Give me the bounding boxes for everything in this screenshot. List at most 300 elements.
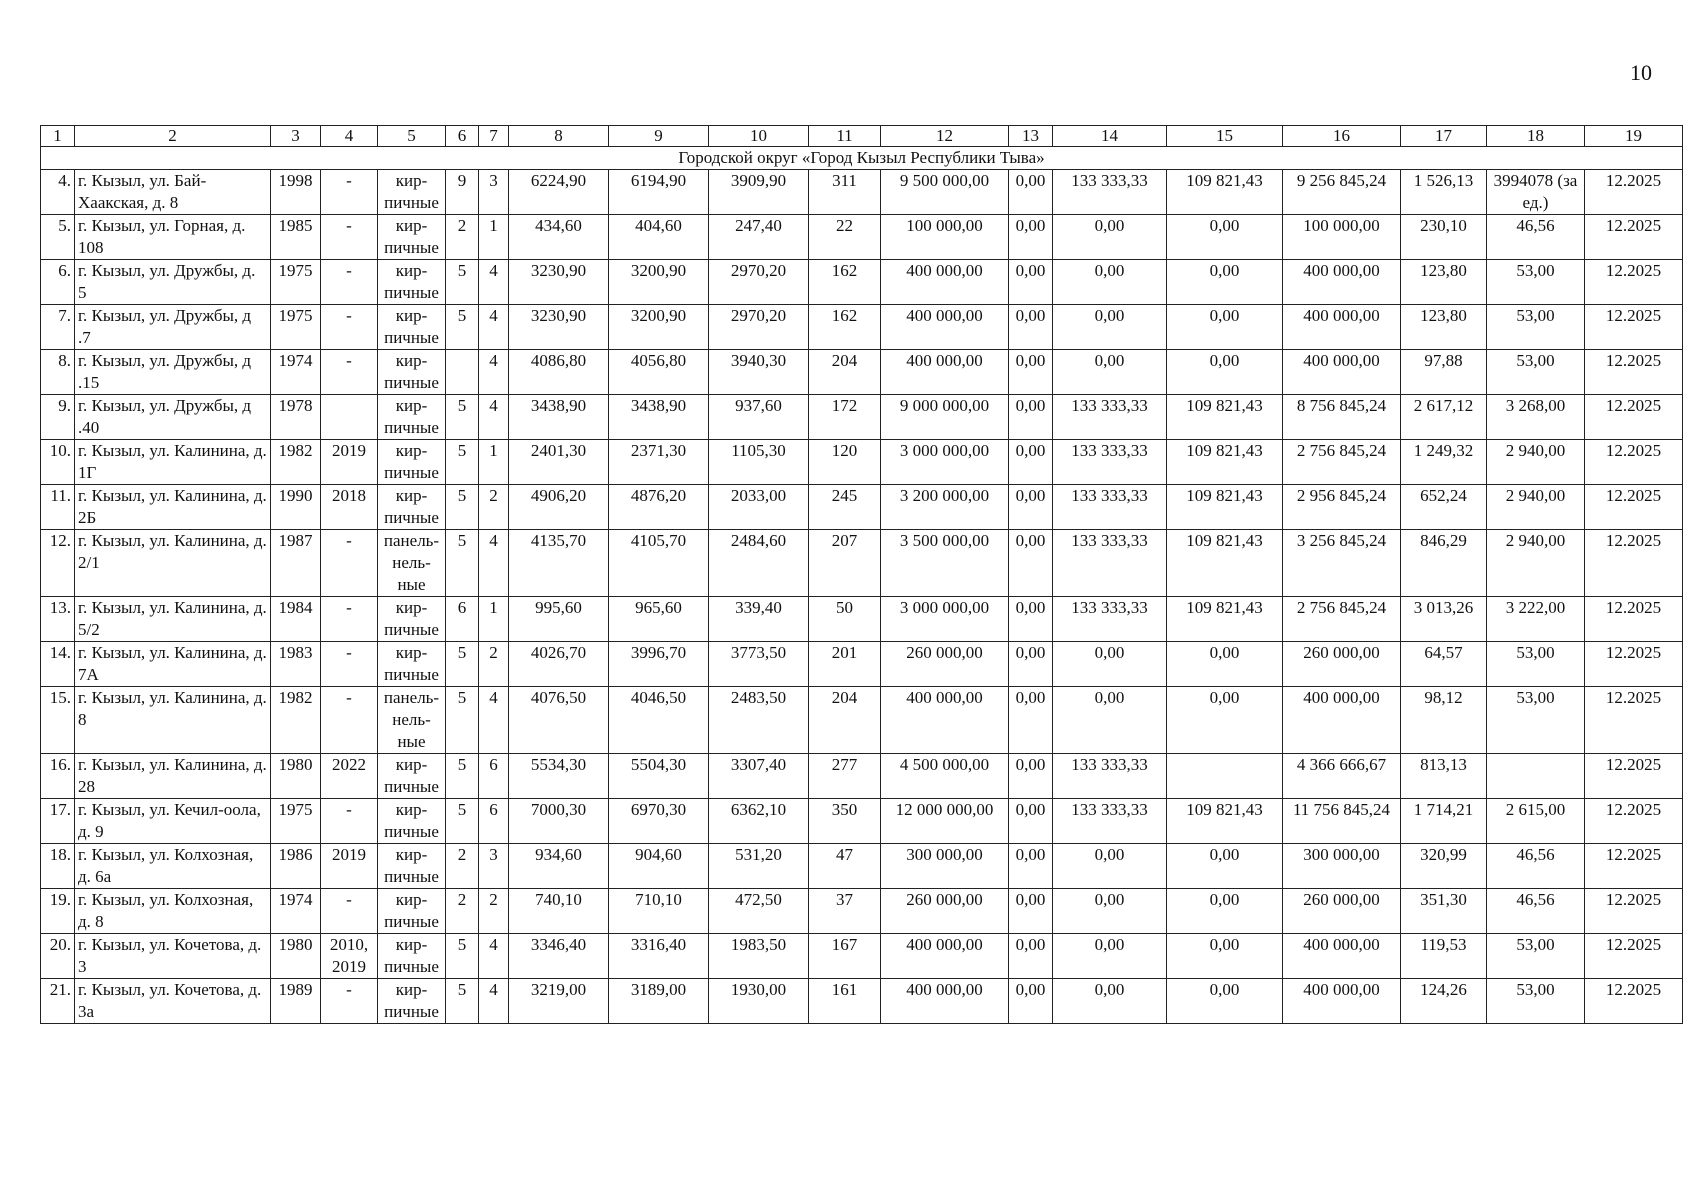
- table-cell-col-12: 100 000,00: [881, 215, 1009, 260]
- table-cell-col-9: 6970,30: [609, 799, 709, 844]
- column-number-cell: 14: [1053, 126, 1167, 147]
- table-cell-col-17: 652,24: [1401, 485, 1487, 530]
- table-cell-col-11: 162: [809, 305, 881, 350]
- table-cell-col-11: 350: [809, 799, 881, 844]
- table-cell-col-17: 64,57: [1401, 642, 1487, 687]
- table-cell-col-10: 2033,00: [709, 485, 809, 530]
- table-cell-col-4: -: [321, 215, 378, 260]
- table-cell-col-11: 162: [809, 260, 881, 305]
- table-cell-col-14: 0,00: [1053, 305, 1167, 350]
- table-cell-col-12: 4 500 000,00: [881, 754, 1009, 799]
- table-cell-col-19: 12.2025: [1585, 395, 1683, 440]
- table-cell-col-9: 3438,90: [609, 395, 709, 440]
- table-cell-col-7: 2: [479, 485, 509, 530]
- table-cell-col-2: г. Кызыл, ул. Кочетова, д. 3а: [75, 979, 271, 1024]
- table-cell-col-16: 2 756 845,24: [1283, 597, 1401, 642]
- table-cell-col-19: 12.2025: [1585, 485, 1683, 530]
- table-cell-col-11: 120: [809, 440, 881, 485]
- table-cell-col-14: 0,00: [1053, 642, 1167, 687]
- table-cell-col-14: 133 333,33: [1053, 597, 1167, 642]
- table-cell-col-8: 4086,80: [509, 350, 609, 395]
- table-cell-col-19: 12.2025: [1585, 642, 1683, 687]
- table-cell-col-16: 9 256 845,24: [1283, 170, 1401, 215]
- table-cell-col-19: 12.2025: [1585, 799, 1683, 844]
- table-cell-col-17: 1 249,32: [1401, 440, 1487, 485]
- table-cell-col-16: 260 000,00: [1283, 642, 1401, 687]
- table-row: [41, 485, 1683, 530]
- table-cell-col-15: 0,00: [1167, 844, 1283, 889]
- table-cell-col-1: 20.: [41, 934, 75, 979]
- table-cell-col-13: 0,00: [1009, 485, 1053, 530]
- table-cell-col-19: 12.2025: [1585, 889, 1683, 934]
- table-cell-col-8: 4906,20: [509, 485, 609, 530]
- table-cell-col-4: -: [321, 350, 378, 395]
- table-cell-col-13: 0,00: [1009, 530, 1053, 597]
- table-cell-col-10: 1930,00: [709, 979, 809, 1024]
- table-cell-col-12: 260 000,00: [881, 642, 1009, 687]
- table-cell-col-11: 22: [809, 215, 881, 260]
- table-cell-col-8: 434,60: [509, 215, 609, 260]
- table-cell-col-15: 109 821,43: [1167, 395, 1283, 440]
- table-cell-col-13: 0,00: [1009, 350, 1053, 395]
- table-cell-col-14: 133 333,33: [1053, 170, 1167, 215]
- column-number-cell: 9: [609, 126, 709, 147]
- table-row: [41, 305, 1683, 350]
- column-number-cell: 15: [1167, 126, 1283, 147]
- table-cell-col-10: 3909,90: [709, 170, 809, 215]
- table-cell-col-15: 0,00: [1167, 889, 1283, 934]
- table-cell-col-1: 13.: [41, 597, 75, 642]
- table-cell-col-5: панель-нель-ные: [378, 687, 446, 754]
- table-cell-col-3: 1978: [271, 395, 321, 440]
- table-row: [41, 440, 1683, 485]
- section-title: Городской округ «Город Кызыл Республики Тыва»: [41, 147, 1683, 170]
- table-cell-col-7: 4: [479, 395, 509, 440]
- table-cell-col-9: 3316,40: [609, 934, 709, 979]
- table-cell-col-1: 4.: [41, 170, 75, 215]
- table-cell-col-6: 6: [446, 597, 479, 642]
- table-cell-col-1: 7.: [41, 305, 75, 350]
- table-cell-col-16: 400 000,00: [1283, 687, 1401, 754]
- table-cell-col-10: 2483,50: [709, 687, 809, 754]
- table-cell-col-7: 2: [479, 642, 509, 687]
- table-cell-col-18: 46,56: [1487, 215, 1585, 260]
- table-cell-col-6: 2: [446, 844, 479, 889]
- table-cell-col-16: 8 756 845,24: [1283, 395, 1401, 440]
- table-cell-col-14: 133 333,33: [1053, 799, 1167, 844]
- table-cell-col-17: 2 617,12: [1401, 395, 1487, 440]
- table-cell-col-7: 4: [479, 260, 509, 305]
- table-cell-col-9: 710,10: [609, 889, 709, 934]
- table-cell-col-3: 1982: [271, 440, 321, 485]
- table-cell-col-3: 1974: [271, 889, 321, 934]
- table-cell-col-6: 2: [446, 215, 479, 260]
- table-cell-col-17: 98,12: [1401, 687, 1487, 754]
- table-cell-col-3: 1975: [271, 260, 321, 305]
- table-cell-col-9: 4056,80: [609, 350, 709, 395]
- table-cell-col-4: -: [321, 170, 378, 215]
- table-cell-col-13: 0,00: [1009, 305, 1053, 350]
- table-row: [41, 260, 1683, 305]
- table-cell-col-12: 260 000,00: [881, 889, 1009, 934]
- table-cell-col-17: 3 013,26: [1401, 597, 1487, 642]
- table-cell-col-11: 277: [809, 754, 881, 799]
- table-cell-col-15: 0,00: [1167, 305, 1283, 350]
- table-cell-col-10: 247,40: [709, 215, 809, 260]
- table-cell-col-18: [1487, 754, 1585, 799]
- table-cell-col-16: 400 000,00: [1283, 350, 1401, 395]
- column-number-cell: 17: [1401, 126, 1487, 147]
- table-cell-col-5: кир-пичные: [378, 260, 446, 305]
- table-cell-col-1: 15.: [41, 687, 75, 754]
- table-cell-col-2: г. Кызыл, ул. Калинина, д. 8: [75, 687, 271, 754]
- table-cell-col-8: 740,10: [509, 889, 609, 934]
- table-cell-col-6: [446, 350, 479, 395]
- table-cell-col-11: 37: [809, 889, 881, 934]
- table-cell-col-19: 12.2025: [1585, 530, 1683, 597]
- table-cell-col-16: 4 366 666,67: [1283, 754, 1401, 799]
- table-cell-col-14: 0,00: [1053, 979, 1167, 1024]
- table-cell-col-18: 2 615,00: [1487, 799, 1585, 844]
- table-row: [41, 350, 1683, 395]
- table-cell-col-1: 5.: [41, 215, 75, 260]
- table-cell-col-8: 3438,90: [509, 395, 609, 440]
- page-number: 10: [1630, 60, 1652, 85]
- table-cell-col-12: 12 000 000,00: [881, 799, 1009, 844]
- table-cell-col-1: 17.: [41, 799, 75, 844]
- table-row: [41, 799, 1683, 844]
- section-row: [41, 147, 1683, 170]
- table-cell-col-10: 2970,20: [709, 305, 809, 350]
- table-cell-col-12: 400 000,00: [881, 687, 1009, 754]
- table-cell-col-12: 3 200 000,00: [881, 485, 1009, 530]
- table-cell-col-2: г. Кызыл, ул. Дружбы, д .40: [75, 395, 271, 440]
- table-cell-col-6: 5: [446, 934, 479, 979]
- table-cell-col-16: 100 000,00: [1283, 215, 1401, 260]
- table-cell-col-9: 3189,00: [609, 979, 709, 1024]
- table-cell-col-17: 123,80: [1401, 260, 1487, 305]
- column-number-cell: 13: [1009, 126, 1053, 147]
- table-cell-col-2: г. Кызыл, ул. Дружбы, д .7: [75, 305, 271, 350]
- column-number-cell: 3: [271, 126, 321, 147]
- table-cell-col-15: 0,00: [1167, 350, 1283, 395]
- table-cell-col-1: 6.: [41, 260, 75, 305]
- table-cell-col-4: 2019: [321, 440, 378, 485]
- table-cell-col-13: 0,00: [1009, 934, 1053, 979]
- table-cell-col-19: 12.2025: [1585, 934, 1683, 979]
- table-cell-col-17: 813,13: [1401, 754, 1487, 799]
- table-cell-col-14: 133 333,33: [1053, 754, 1167, 799]
- table-cell-col-3: 1985: [271, 215, 321, 260]
- table-cell-col-8: 7000,30: [509, 799, 609, 844]
- table-cell-col-2: г. Кызыл, ул. Дружбы, д. 5: [75, 260, 271, 305]
- table-cell-col-2: г. Кызыл, ул. Кечил-оола, д. 9: [75, 799, 271, 844]
- table-cell-col-3: 1998: [271, 170, 321, 215]
- table-cell-col-15: 0,00: [1167, 934, 1283, 979]
- table-cell-col-17: 119,53: [1401, 934, 1487, 979]
- table-cell-col-6: 5: [446, 440, 479, 485]
- table-cell-col-3: 1987: [271, 530, 321, 597]
- column-number-cell: 16: [1283, 126, 1401, 147]
- table-cell-col-12: 9 500 000,00: [881, 170, 1009, 215]
- table-cell-col-15: 109 821,43: [1167, 440, 1283, 485]
- table-cell-col-3: 1974: [271, 350, 321, 395]
- table-row: [41, 395, 1683, 440]
- table-cell-col-16: 260 000,00: [1283, 889, 1401, 934]
- table-cell-col-2: г. Кызыл, ул. Калинина, д. 2Б: [75, 485, 271, 530]
- table-cell-col-4: [321, 395, 378, 440]
- table-cell-col-19: 12.2025: [1585, 440, 1683, 485]
- table-cell-col-14: 133 333,33: [1053, 395, 1167, 440]
- table-cell-col-16: 11 756 845,24: [1283, 799, 1401, 844]
- table-cell-col-1: 14.: [41, 642, 75, 687]
- table-cell-col-3: 1983: [271, 642, 321, 687]
- table-cell-col-11: 204: [809, 687, 881, 754]
- table-cell-col-16: 400 000,00: [1283, 934, 1401, 979]
- table-cell-col-14: 133 333,33: [1053, 530, 1167, 597]
- table-cell-col-5: кир-пичные: [378, 170, 446, 215]
- table-cell-col-19: 12.2025: [1585, 350, 1683, 395]
- table-cell-col-19: 12.2025: [1585, 260, 1683, 305]
- table-cell-col-4: -: [321, 305, 378, 350]
- column-number-cell: 19: [1585, 126, 1683, 147]
- table-cell-col-1: 8.: [41, 350, 75, 395]
- table-cell-col-3: 1980: [271, 754, 321, 799]
- table-cell-col-10: 531,20: [709, 844, 809, 889]
- table-cell-col-18: 3 268,00: [1487, 395, 1585, 440]
- table-cell-col-4: -: [321, 889, 378, 934]
- table-cell-col-1: 12.: [41, 530, 75, 597]
- table-cell-col-15: 0,00: [1167, 687, 1283, 754]
- table-cell-col-8: 3230,90: [509, 260, 609, 305]
- table-cell-col-17: 320,99: [1401, 844, 1487, 889]
- table-cell-col-5: кир-пичные: [378, 597, 446, 642]
- table-cell-col-3: 1984: [271, 597, 321, 642]
- table-cell-col-13: 0,00: [1009, 260, 1053, 305]
- table-cell-col-13: 0,00: [1009, 687, 1053, 754]
- column-number-cell: 12: [881, 126, 1009, 147]
- table-cell-col-4: -: [321, 260, 378, 305]
- table-cell-col-18: 53,00: [1487, 642, 1585, 687]
- table-cell-col-16: 300 000,00: [1283, 844, 1401, 889]
- table-cell-col-13: 0,00: [1009, 440, 1053, 485]
- table-cell-col-7: 1: [479, 440, 509, 485]
- table-cell-col-15: 109 821,43: [1167, 799, 1283, 844]
- table-cell-col-17: 97,88: [1401, 350, 1487, 395]
- table-cell-col-18: 2 940,00: [1487, 485, 1585, 530]
- table-cell-col-2: г. Кызыл, ул. Горная, д. 108: [75, 215, 271, 260]
- table-cell-col-6: 5: [446, 485, 479, 530]
- table-cell-col-12: 400 000,00: [881, 350, 1009, 395]
- table-cell-col-10: 937,60: [709, 395, 809, 440]
- table-cell-col-2: г. Кызыл, ул. Калинина, д. 1Г: [75, 440, 271, 485]
- table-cell-col-17: 123,80: [1401, 305, 1487, 350]
- table-cell-col-12: 3 000 000,00: [881, 440, 1009, 485]
- table-cell-col-14: 133 333,33: [1053, 485, 1167, 530]
- table-cell-col-3: 1975: [271, 305, 321, 350]
- table-cell-col-5: кир-пичные: [378, 305, 446, 350]
- table-cell-col-12: 400 000,00: [881, 260, 1009, 305]
- table-cell-col-8: 5534,30: [509, 754, 609, 799]
- table-cell-col-8: 2401,30: [509, 440, 609, 485]
- table-cell-col-9: 5504,30: [609, 754, 709, 799]
- table-cell-col-10: 1983,50: [709, 934, 809, 979]
- table-cell-col-13: 0,00: [1009, 642, 1053, 687]
- table-cell-col-13: 0,00: [1009, 395, 1053, 440]
- table-cell-col-15: [1167, 754, 1283, 799]
- table-cell-col-18: 2 940,00: [1487, 440, 1585, 485]
- table-cell-col-5: кир-пичные: [378, 350, 446, 395]
- table-cell-col-4: 2019: [321, 844, 378, 889]
- table-cell-col-4: -: [321, 642, 378, 687]
- table-cell-col-7: 1: [479, 597, 509, 642]
- table-cell-col-10: 339,40: [709, 597, 809, 642]
- table-cell-col-3: 1975: [271, 799, 321, 844]
- table-cell-col-15: 0,00: [1167, 215, 1283, 260]
- table-cell-col-2: г. Кызыл, ул. Калинина, д. 2/1: [75, 530, 271, 597]
- table-cell-col-5: кир-пичные: [378, 934, 446, 979]
- table-row: [41, 979, 1683, 1024]
- table-cell-col-2: г. Кызыл, ул. Бай-Хаакская, д. 8: [75, 170, 271, 215]
- table-cell-col-9: 6194,90: [609, 170, 709, 215]
- table-cell-col-5: кир-пичные: [378, 754, 446, 799]
- table-cell-col-5: панель-нель-ные: [378, 530, 446, 597]
- table-cell-col-13: 0,00: [1009, 754, 1053, 799]
- table-cell-col-2: г. Кызыл, ул. Калинина, д. 28: [75, 754, 271, 799]
- table-cell-col-4: -: [321, 979, 378, 1024]
- column-number-row: [41, 126, 1683, 147]
- table-cell-col-2: г. Кызыл, ул. Калинина, д. 7А: [75, 642, 271, 687]
- table-cell-col-7: 4: [479, 934, 509, 979]
- table-cell-col-12: 3 500 000,00: [881, 530, 1009, 597]
- table-cell-col-11: 245: [809, 485, 881, 530]
- table-cell-col-17: 1 526,13: [1401, 170, 1487, 215]
- table-cell-col-7: 3: [479, 170, 509, 215]
- table-cell-col-6: 2: [446, 889, 479, 934]
- table-cell-col-6: 5: [446, 395, 479, 440]
- table-cell-col-14: 0,00: [1053, 350, 1167, 395]
- table-cell-col-18: 3994078 (за ед.): [1487, 170, 1585, 215]
- column-number-cell: 10: [709, 126, 809, 147]
- table-row: [41, 642, 1683, 687]
- table-cell-col-8: 4076,50: [509, 687, 609, 754]
- table-cell-col-6: 5: [446, 799, 479, 844]
- column-number-cell: 5: [378, 126, 446, 147]
- table-cell-col-9: 4876,20: [609, 485, 709, 530]
- table-cell-col-5: кир-пичные: [378, 799, 446, 844]
- table-cell-col-7: 2: [479, 889, 509, 934]
- table-cell-col-11: 172: [809, 395, 881, 440]
- table-cell-col-3: 1986: [271, 844, 321, 889]
- housing-register-table: [40, 125, 1683, 1024]
- table-cell-col-9: 3996,70: [609, 642, 709, 687]
- table-cell-col-18: 46,56: [1487, 844, 1585, 889]
- table-cell-col-16: 2 756 845,24: [1283, 440, 1401, 485]
- table-cell-col-7: 4: [479, 979, 509, 1024]
- table-cell-col-9: 404,60: [609, 215, 709, 260]
- table-cell-col-16: 3 256 845,24: [1283, 530, 1401, 597]
- table-cell-col-10: 472,50: [709, 889, 809, 934]
- table-cell-col-7: 6: [479, 799, 509, 844]
- table-cell-col-6: 5: [446, 979, 479, 1024]
- table-cell-col-5: кир-пичные: [378, 440, 446, 485]
- table-cell-col-2: г. Кызыл, ул. Кочетова, д. 3: [75, 934, 271, 979]
- table-row: [41, 530, 1683, 597]
- table-cell-col-12: 9 000 000,00: [881, 395, 1009, 440]
- table-cell-col-16: 400 000,00: [1283, 260, 1401, 305]
- table-cell-col-19: 12.2025: [1585, 844, 1683, 889]
- table-cell-col-2: г. Кызыл, ул. Колхозная, д. 6а: [75, 844, 271, 889]
- table-row: [41, 170, 1683, 215]
- table-cell-col-17: 1 714,21: [1401, 799, 1487, 844]
- table-cell-col-16: 2 956 845,24: [1283, 485, 1401, 530]
- table-cell-col-17: 230,10: [1401, 215, 1487, 260]
- table-cell-col-8: 995,60: [509, 597, 609, 642]
- table-cell-col-15: 109 821,43: [1167, 530, 1283, 597]
- table-cell-col-1: 19.: [41, 889, 75, 934]
- table-cell-col-13: 0,00: [1009, 215, 1053, 260]
- table-row: [41, 889, 1683, 934]
- table-cell-col-4: -: [321, 687, 378, 754]
- table-cell-col-7: 4: [479, 530, 509, 597]
- table-cell-col-6: 5: [446, 754, 479, 799]
- table-cell-col-9: 2371,30: [609, 440, 709, 485]
- table-cell-col-14: 0,00: [1053, 215, 1167, 260]
- table-cell-col-18: 53,00: [1487, 305, 1585, 350]
- table-cell-col-8: 3219,00: [509, 979, 609, 1024]
- table-cell-col-19: 12.2025: [1585, 979, 1683, 1024]
- table-cell-col-10: 1105,30: [709, 440, 809, 485]
- table-cell-col-9: 3200,90: [609, 260, 709, 305]
- table-cell-col-10: 3773,50: [709, 642, 809, 687]
- table-cell-col-18: 53,00: [1487, 687, 1585, 754]
- table-cell-col-14: 0,00: [1053, 889, 1167, 934]
- table-cell-col-7: 1: [479, 215, 509, 260]
- column-number-cell: 1: [41, 126, 75, 147]
- table-cell-col-8: 3230,90: [509, 305, 609, 350]
- table-cell-col-9: 904,60: [609, 844, 709, 889]
- table-cell-col-10: 2970,20: [709, 260, 809, 305]
- column-number-cell: 8: [509, 126, 609, 147]
- table-cell-col-12: 300 000,00: [881, 844, 1009, 889]
- column-number-cell: 2: [75, 126, 271, 147]
- table-cell-col-5: кир-пичные: [378, 844, 446, 889]
- table-cell-col-19: 12.2025: [1585, 305, 1683, 350]
- table-cell-col-12: 400 000,00: [881, 979, 1009, 1024]
- table-cell-col-17: 351,30: [1401, 889, 1487, 934]
- table-row: [41, 844, 1683, 889]
- table-cell-col-9: 965,60: [609, 597, 709, 642]
- table-cell-col-19: 12.2025: [1585, 754, 1683, 799]
- table-cell-col-4: 2010, 2019: [321, 934, 378, 979]
- table-cell-col-14: 0,00: [1053, 260, 1167, 305]
- table-cell-col-5: кир-пичные: [378, 215, 446, 260]
- table-cell-col-5: кир-пичные: [378, 642, 446, 687]
- table-cell-col-16: 400 000,00: [1283, 305, 1401, 350]
- table-cell-col-5: кир-пичные: [378, 889, 446, 934]
- table-cell-col-6: 5: [446, 687, 479, 754]
- table-cell-col-7: 3: [479, 844, 509, 889]
- table-cell-col-2: г. Кызыл, ул. Колхозная, д. 8: [75, 889, 271, 934]
- table-cell-col-11: 167: [809, 934, 881, 979]
- table-cell-col-3: 1982: [271, 687, 321, 754]
- table-cell-col-14: 133 333,33: [1053, 440, 1167, 485]
- table-cell-col-1: 21.: [41, 979, 75, 1024]
- table-cell-col-11: 311: [809, 170, 881, 215]
- table-cell-col-18: 53,00: [1487, 350, 1585, 395]
- table-cell-col-17: 124,26: [1401, 979, 1487, 1024]
- table-cell-col-8: 4135,70: [509, 530, 609, 597]
